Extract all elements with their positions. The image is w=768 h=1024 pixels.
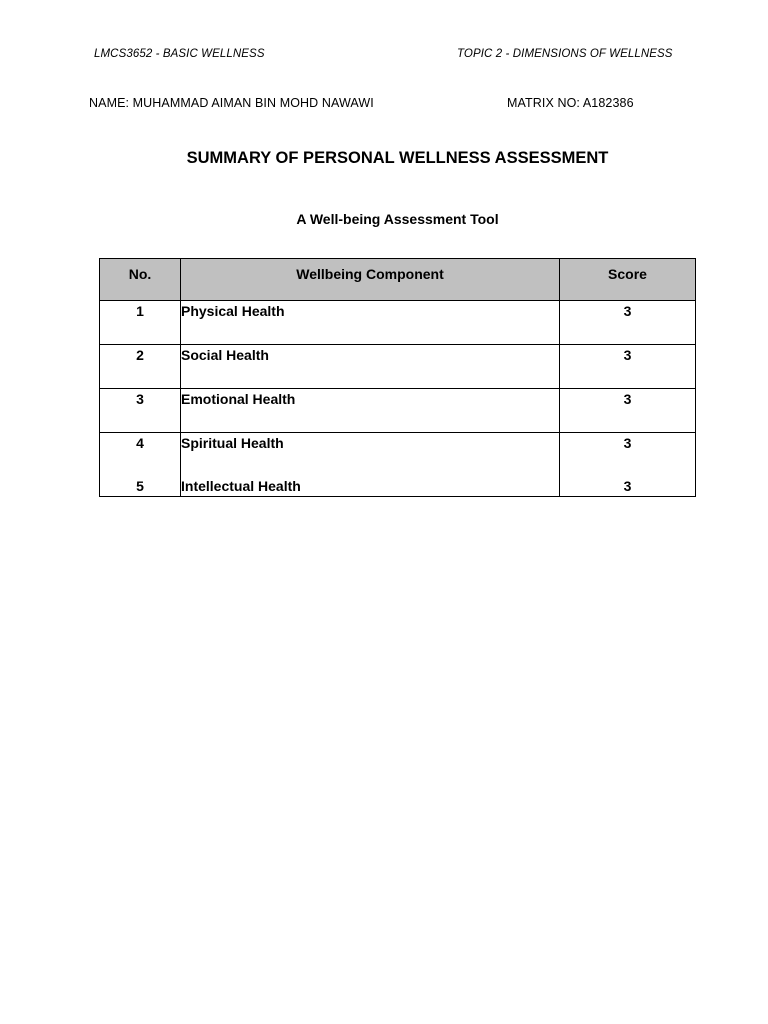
row-number-text: 2 — [136, 347, 144, 363]
wellness-score-table — [99, 258, 696, 497]
row-score — [560, 345, 696, 389]
row-number — [100, 433, 181, 497]
row-component — [181, 433, 560, 497]
row-component-text: Spiritual Health — [181, 435, 284, 451]
row-score — [560, 301, 696, 345]
document-title: SUMMARY OF PERSONAL WELLNESS ASSESSMENT — [186, 149, 609, 167]
document-subtitle: A Well-being Assessment Tool — [296, 211, 499, 227]
topic-header: TOPIC 2 - DIMENSIONS OF WELLNESS — [457, 48, 673, 60]
row-component — [181, 301, 560, 345]
header-number: No. — [100, 259, 181, 301]
row-score-text: 3 — [623, 478, 632, 494]
row-number — [100, 301, 181, 345]
row-score-text: 3 — [623, 435, 632, 451]
table-row — [100, 389, 696, 433]
row-number-text: 4 — [136, 435, 144, 451]
table-row-merged — [100, 433, 696, 497]
row-component — [181, 345, 560, 389]
header-component: Wellbeing Component — [181, 259, 560, 301]
row-number — [100, 345, 181, 389]
student-name: NAME: MUHAMMAD AIMAN BIN MOHD NAWAWI — [89, 96, 374, 110]
row-number-text: 3 — [136, 391, 144, 407]
row-number — [100, 389, 181, 433]
row-score-text: 3 — [623, 303, 632, 319]
table-row — [100, 301, 696, 345]
header-score: Score — [560, 259, 696, 301]
row-number-text: 5 — [136, 478, 144, 494]
row-component-text: Intellectual Health — [181, 478, 301, 494]
matrix-number: MATRIX NO: A182386 — [507, 96, 634, 110]
row-number-text: 1 — [136, 303, 144, 319]
row-score-text: 3 — [623, 391, 632, 407]
course-header: LMCS3652 - BASIC WELLNESS — [94, 48, 265, 60]
table-row — [100, 345, 696, 389]
row-component — [181, 389, 560, 433]
row-score — [560, 433, 696, 497]
table-header-row — [100, 259, 696, 301]
row-component-text: Social Health — [181, 347, 269, 363]
row-component-text: Emotional Health — [181, 391, 296, 407]
row-component-text: Physical Health — [181, 303, 285, 319]
row-score — [560, 389, 696, 433]
row-score-text: 3 — [623, 347, 632, 363]
